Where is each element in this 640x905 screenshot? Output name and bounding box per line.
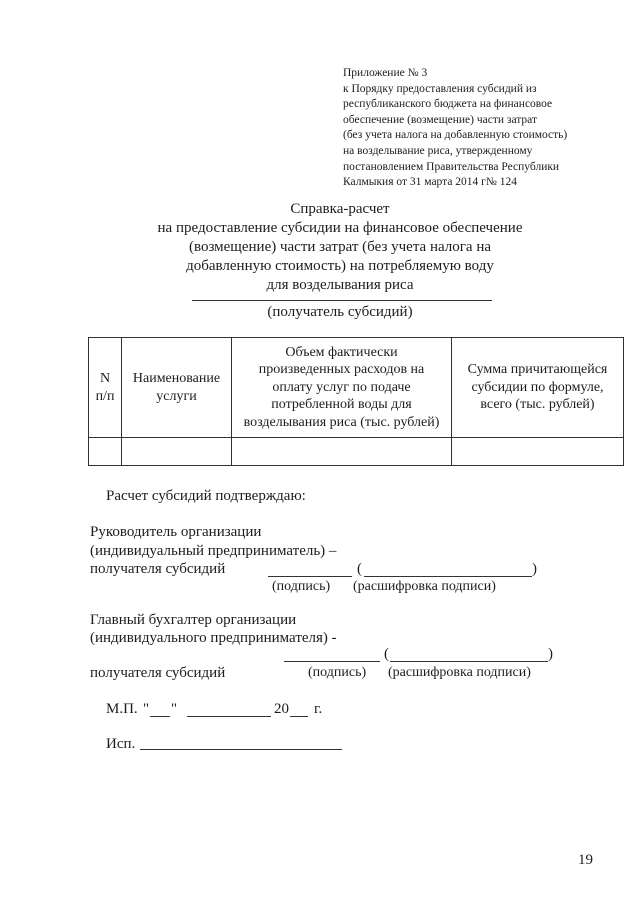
table-cell[interactable] bbox=[122, 438, 232, 466]
appendix-line: постановлением Правительства Республики bbox=[343, 160, 560, 173]
appendix-line: на возделывание риса, утвержденному bbox=[343, 144, 533, 157]
head-line-3: получателя субсидий bbox=[90, 561, 226, 577]
col-expenses-header: Объем фактически произведенных расходов на оплату услуг по подаче потребленной воды для возделывания риса (тыс. рублей) bbox=[232, 338, 452, 438]
accountant-paren-close: ) bbox=[548, 646, 553, 662]
col-subsidy-amount-header: Сумма причитающейся субсидии по формуле, всего (тыс. рублей) bbox=[452, 338, 624, 438]
col-service-name-header: Наименование услуги bbox=[122, 338, 232, 438]
date-day-line bbox=[150, 716, 170, 717]
date-month-line bbox=[187, 716, 271, 717]
head-decoding-label: (расшифровка подписи) bbox=[353, 579, 496, 594]
table-cell[interactable] bbox=[89, 438, 122, 466]
head-paren-close: ) bbox=[532, 561, 537, 577]
confirm-text: Расчет субсидий подтверждаю: bbox=[106, 488, 306, 504]
accountant-decoding-label: (расшифровка подписи) bbox=[388, 665, 531, 680]
accountant-line-1: Главный бухгалтер организации bbox=[90, 612, 297, 628]
date-year-prefix: 20 bbox=[274, 701, 289, 717]
stamp-mp-label: М.П. bbox=[106, 701, 138, 717]
appendix-block bbox=[343, 66, 633, 191]
date-year-line bbox=[290, 716, 308, 717]
accountant-line-3: получателя субсидий bbox=[90, 665, 226, 681]
appendix-line: обеспечение (возмещение) части затрат bbox=[343, 113, 538, 126]
head-paren-open: ( bbox=[357, 561, 362, 577]
title-line: Справка-расчет bbox=[290, 201, 390, 217]
appendix-line: республиканского бюджета на финансовое bbox=[343, 98, 553, 111]
appendix-line: к Порядку предоставления субсидий из bbox=[343, 82, 537, 95]
table-row bbox=[89, 438, 624, 466]
head-signature-line bbox=[268, 576, 352, 577]
head-line-1: Руководитель организации bbox=[90, 524, 262, 540]
date-quote-open: " bbox=[143, 701, 150, 717]
appendix-line: Калмыкия от 31 марта 2014 г№ 124 bbox=[343, 176, 517, 189]
accountant-decoding-line bbox=[390, 661, 548, 662]
title-line: добавленную стоимость) на потребляемую воду bbox=[186, 258, 494, 274]
appendix-line: (без учета налога на добавленную стоимость) bbox=[343, 129, 568, 142]
executor-label: Исп. bbox=[106, 736, 136, 752]
subsidy-table bbox=[88, 337, 624, 466]
accountant-signature-label: (подпись) bbox=[308, 665, 367, 680]
accountant-signature-line bbox=[284, 661, 380, 662]
date-year-suffix: г. bbox=[314, 701, 323, 717]
table-cell[interactable] bbox=[452, 438, 624, 466]
title-line: на предоставление субсидии на финансовое обеспечение bbox=[157, 220, 523, 236]
table-cell[interactable] bbox=[232, 438, 452, 466]
accountant-line-2: (индивидуального предпринимателя) - bbox=[90, 630, 337, 646]
head-signature-label: (подпись) bbox=[272, 579, 331, 594]
recipient-caption: (получатель субсидий) bbox=[267, 304, 413, 320]
page-number: 19 bbox=[578, 852, 593, 868]
head-decoding-line bbox=[364, 576, 532, 577]
executor-line bbox=[140, 749, 342, 750]
head-line-2: (индивидуальный предприниматель) – bbox=[90, 543, 337, 559]
col-number-header: N п/п bbox=[89, 338, 122, 438]
document-title bbox=[60, 200, 620, 295]
title-line: (возмещение) части затрат (без учета налога на bbox=[188, 239, 492, 255]
appendix-line: Приложение № 3 bbox=[343, 67, 428, 79]
table-header-row bbox=[89, 338, 624, 438]
date-quote-close: " bbox=[171, 701, 178, 717]
accountant-paren-open: ( bbox=[384, 646, 389, 662]
recipient-fill-line bbox=[192, 300, 492, 301]
title-line: для возделывания риса bbox=[266, 277, 414, 293]
